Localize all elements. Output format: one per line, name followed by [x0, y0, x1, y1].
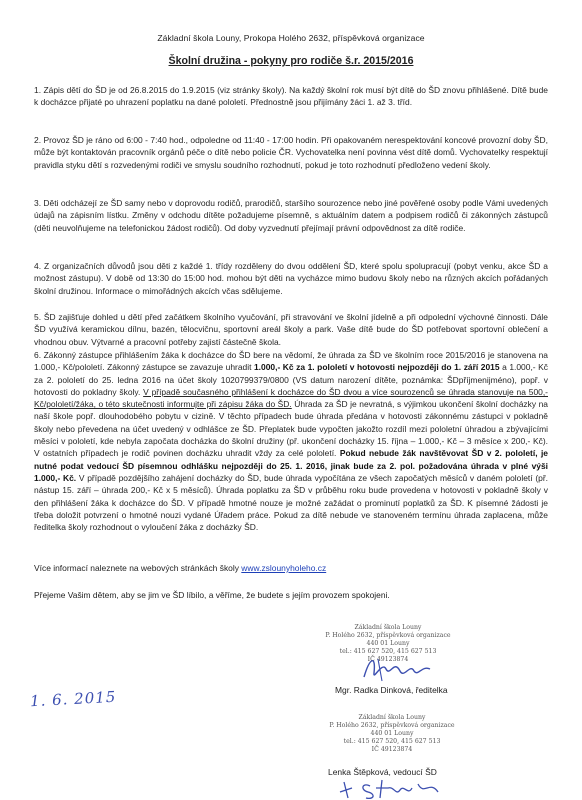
p6-text-a: 6. Zákonný zástupce přihlášením žáka k docházce do ŠD bere na vědomí, že úhrada za ŠD ve školním roce 2015/2016 je stanovena na 1.000,- Kč/pololetí. Zákonný zástupce se zavazuje uhradit — [34, 350, 548, 373]
stamp-line: Základní škola Louny — [354, 624, 422, 631]
p6-bold-deregistration: Pokud nebude žák navštěvovat ŠD v 2. pololetí, je nutné podat vedoucí ŠD písemnou odhlášku nejpozději do 25. 1. 2016, jinak bude za 2. pol. požadována úhrada v plné výši 1.000,- Kč. — [34, 448, 548, 483]
stamp-line: tel.: 415 627 520, 415 627 513 — [339, 648, 437, 655]
p6-text-c: a 1.000,- Kč za 2. pololetí do 25. ledna 2016 na účet školy 1020799379/0800 (VS datum narození dítěte, poznámka: ŠDpříjmenijméno), popř. v hotovosti do pokladny školy. — [34, 362, 548, 397]
web-info — [34, 563, 548, 573]
stamp-line: IČ 49123874 — [367, 656, 409, 663]
web-info-text: Více informací naleznete na webových stránkách školy — [34, 563, 242, 573]
afterschool-head-name: Lenka Štěpková, vedoucí ŠD — [328, 767, 437, 777]
paragraph-3: 3. Děti odcházejí ze ŠD samy nebo v doprovodu rodičů, prarodičů, staršího sourozence nebo jiné pověřené osoby podle Vámi uvedených údajů na zápisním lístku. Změny v odchodu dítěte požadujeme písemně, s aktuálním datem a podpisem rodičů či zákonných zástupců (děti neuvolňujeme na telefonickou žádost rodičů). Od doby vyzvednutí přejímají právní odpovědnost za dítě rodiče. — [34, 198, 548, 233]
school-header: Základní škola Louny, Prokopa Holého 2632, příspěvková organizace — [157, 33, 425, 43]
principal-signature — [360, 651, 440, 685]
document-title: Školní družina - pokyny pro rodiče š.r. 2015/2016 — [168, 55, 414, 67]
afterschool-head-signature — [338, 778, 448, 800]
stamp-line: P. Holého 2632, příspěvková organizace — [325, 632, 451, 639]
p6-text-e: Úhrada za ŠD je nevratná, s výjimkou ukončení školní docházky na naší škole popř. dlouhodobého pobytu v cizině. V těchto případech bude úhrada předána v hotovosti zákonnému zástupci v pokladně školy nebo převedena na účet uvedený v odhlášce ze ŠD. Přeplatek bude vypočten jakožto rozdíl mezi pololetní úhradou a zbývajícími měsíci v pololetí, kde nebyla započata docházka do školní družiny (př. ukončení docházky 15. října – 1.000,- Kč – 3 měsíce x 200,- Kč). V ostatních případech je rodič povinen docházku uhradit vždy za celé pololetí. — [34, 399, 548, 459]
p6-text-g: V případě pozdějšího zahájení docházky do ŠD, bude úhrada vypočítána ze všech započatých měsíců v daném pololetí (př. nástup 15. září – úhrada 200,- Kč x 5 měsíců). Úhrada poplatku za ŠD v průběhu roku bude provedena v hotovosti v pokladně školy v den přihlášení žáka k docházce do ŠD. V případě hmotné nouze je možné zažádat o prominutí poplatků za ŠD. K písemné žádosti je třeba doložit potvrzení o hmotné nouzi vydané Úřadem práce. Pokud za dítě nebude ve stanoveném termínu úhrada zaplacena, může ředitelka školy rozhodnout o vyloučení žáka z docházky ŠD. — [34, 472, 548, 533]
school-website-link[interactable]: www.zslounyholeho.cz — [241, 563, 327, 573]
p6-bold-deadline: 1.000,- Kč za 1. pololetí v hotovosti nejpozději do 1. září 2015 — [253, 362, 500, 373]
handwritten-date: 1. 6. 2015 — [29, 687, 117, 711]
stamp-line: 440 01 Louny — [370, 730, 414, 737]
stamp-line: 440 01 Louny — [366, 640, 410, 647]
stamp-line: IČ 49123874 — [371, 746, 413, 753]
paragraph-6 — [34, 349, 548, 533]
p6-underlined-siblings: V případě současného přihlášení k docházce do ŠD dvou a více sourozenců se úhrada stanovuje na 500,- Kč/pololetí/žáka, o této skutečnosti informujte při zápisu žáka do ŠD. — [34, 386, 548, 410]
paragraph-4: 4. Z organizačních důvodů jsou děti z každé 1. třídy rozděleny do dvou oddělení ŠD, které spolu spolupracují (pobyt venku, akce ŠD a možnost zástupu). V době od 13:30 do 15:00 hod. mohou být děti na vycházce mimo budovu školy nebo na různých akcích pořádaných školní družinou. Informace o mimořádných akcích včas sdělujeme. — [34, 261, 548, 296]
paragraph-5: 5. ŠD zajišťuje dohled u dětí před začátkem školního vyučování, při stravování ve školní jídelně a při odpolední výchovné činnosti. Dále ŠD využívá keramickou dílnu, bazén, tělocvičnu, sportovní areál školy a park. Vaše dítě bude do ŠD potřebovat sportovní oblečení a vhodnou obuv. Výtvarné a pracovní potřeby zajistí částečně škola. — [34, 312, 548, 347]
stamp-line: tel.: 415 627 520, 415 627 513 — [343, 738, 441, 745]
principal-name: Mgr. Radka Dinková, ředitelka — [335, 685, 448, 695]
stamp-line: Základní škola Louny — [358, 714, 426, 721]
school-stamp — [322, 714, 462, 754]
closing-wish: Přejeme Vašim dětem, aby se jim ve ŠD líbilo, a věříme, že budete s jejím provozem spokojeni. — [34, 590, 390, 600]
stamp-line: P. Holého 2632, příspěvková organizace — [329, 722, 455, 729]
paragraph-1: 1. Zápis dětí do ŠD je od 26.8.2015 do 1.9.2015 (viz stránky školy). Na každý školní rok musí být dítě do ŠD znovu přihlášené. Dítě bude k docházce přijaté po uhrazení poplatku na dané pololetí. Přednostně jsou přijímány žáci 1. až 3. tříd. — [34, 85, 548, 108]
paragraph-2: 2. Provoz ŠD je ráno od 6:00 - 7:40 hod., odpoledne od 11:40 - 17:00 hodin. Při opakovaném nerespektování koncové provozní doby ŠD, může být kontaktován pracovník orgánů péče o dítě nebo policie ČR. Vychovatelka není povinna vést dítě domů. Vychovatelky respektují pravidla styku dětí s rozvedenými rodiči ve smyslu soudního rozhodnutí, pokud je toto rozhodnutí předloženo vedení školy. — [34, 135, 548, 170]
